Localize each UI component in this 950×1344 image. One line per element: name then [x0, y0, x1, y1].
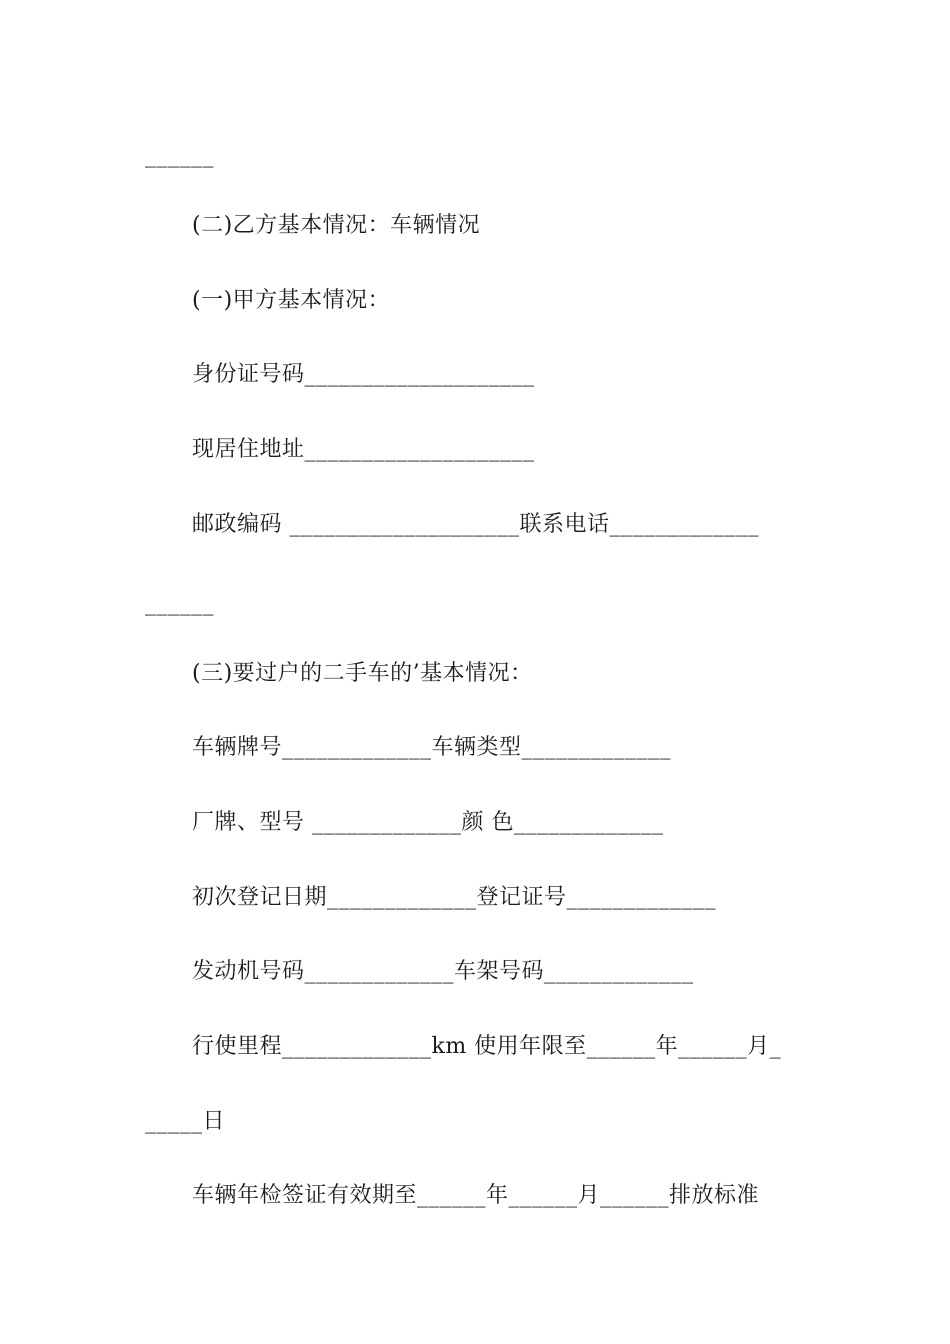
section-heading-party-a: (一)甲方基本情况：: [192, 288, 391, 313]
section-heading-party-b: (二)乙方基本情况：车辆情况: [192, 213, 481, 238]
day-continuation-line: _____日: [145, 1109, 226, 1134]
postal-phone-field: 邮政编码 ____________________联系电话_____________: [192, 512, 759, 537]
address-field: 现居住地址____________________: [192, 437, 535, 462]
plate-type-field: 车辆牌号_____________车辆类型_____________: [192, 735, 672, 760]
continuation-blank-line: ______: [145, 143, 214, 168]
id-number-field: 身份证号码____________________: [192, 362, 535, 387]
registration-field: 初次登记日期_____________登记证号_____________: [192, 885, 717, 910]
inspection-emission-field: 车辆年检签证有效期至______年______月______排放标准: [192, 1183, 760, 1208]
section-heading-vehicle: (三)要过户的二手车的’基本情况：: [192, 661, 533, 686]
brand-color-field: 厂牌、型号 _____________颜 色_____________: [192, 810, 664, 835]
mileage-term-field: 行使里程_____________km 使用年限至______年______月_: [192, 1034, 782, 1059]
continuation-blank-line: ______: [145, 591, 214, 616]
engine-frame-field: 发动机号码_____________车架号码_____________: [192, 959, 694, 984]
